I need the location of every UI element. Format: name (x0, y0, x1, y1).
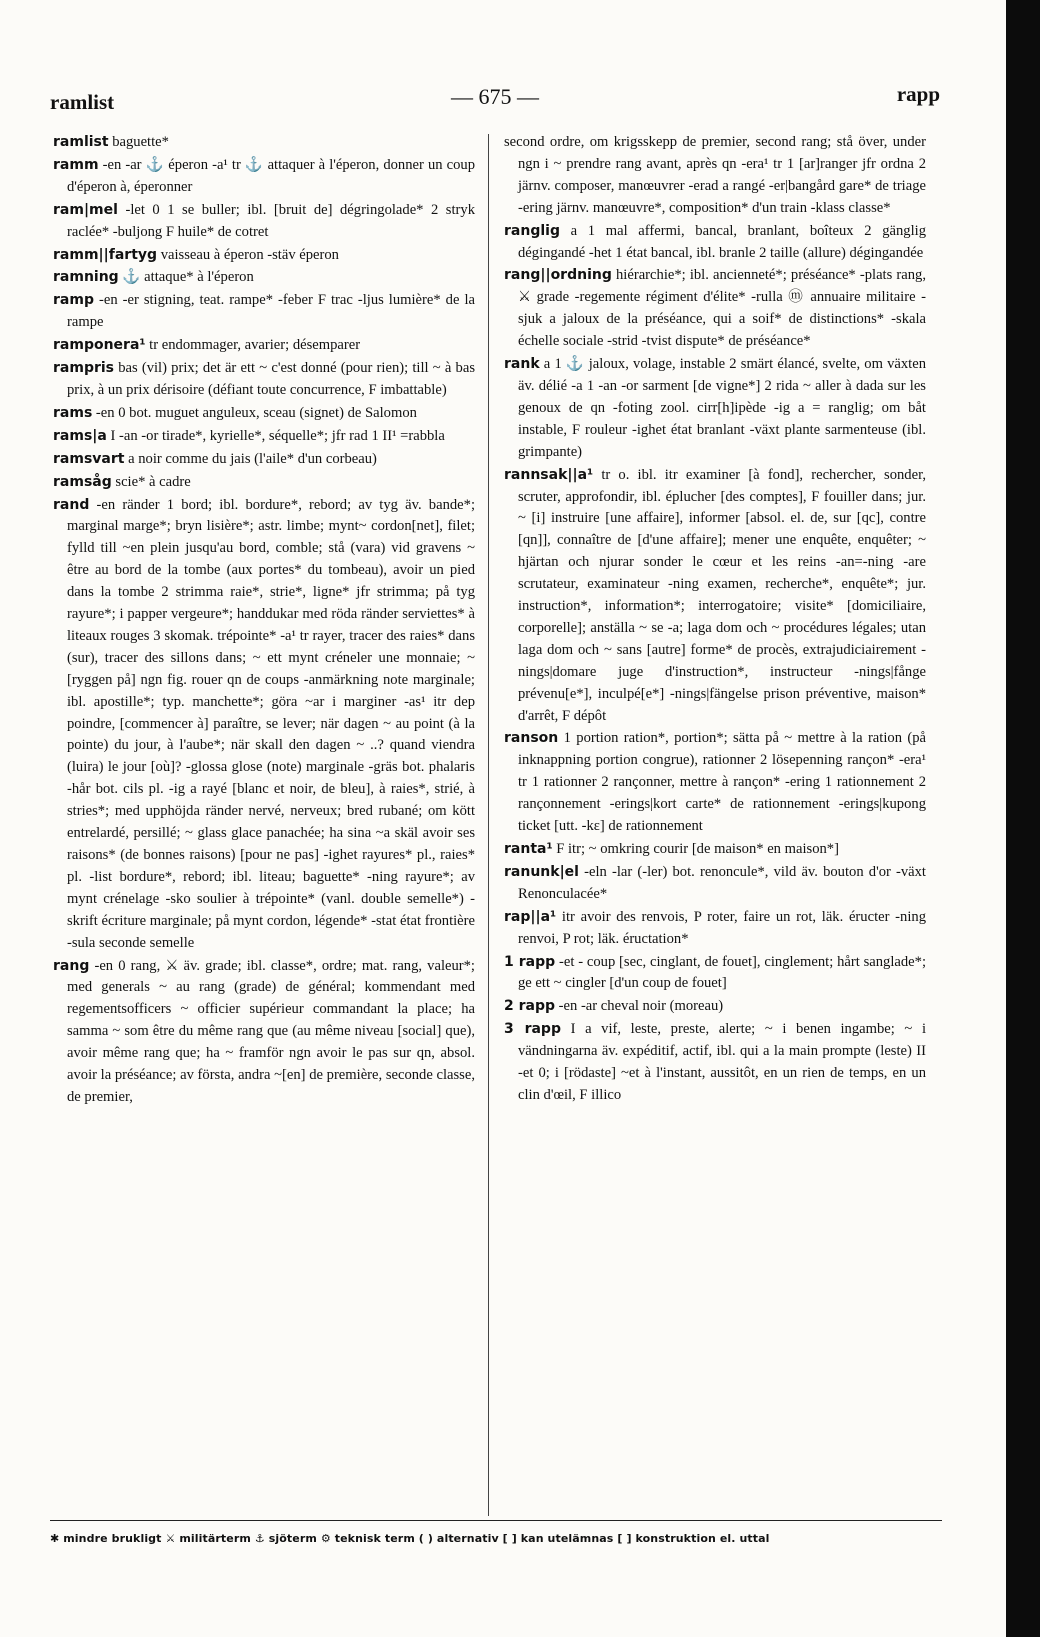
entry-headword: rap||a¹ (504, 908, 557, 925)
entry-definition: scie* à cadre (111, 473, 191, 490)
entry-headword: rampris (53, 360, 114, 377)
entry-definition: 1 portion ration*, portion*; sätta på ~ mettre à la ration (på inknappning portion congrue), rationner 2 lösepenning rançon* -era¹ tr 1 rationner 2 rançonner, mettre à rançon* -ering 1 rationnement 2 rançonnement -erings|kort carte* de rationnement -erings|kupong ticket [utt. -kɛ] de rationnement (518, 730, 926, 835)
entry-definition: tr endommager, avarier; désemparer (145, 337, 361, 354)
dictionary-entry (504, 839, 926, 861)
entry-headword: rang||ordning (504, 267, 612, 284)
dictionary-entry (53, 426, 475, 448)
entry-definition: -en 0 rang, ⚔ äv. grade; ibl. classe*, ordre; mat. rang, valeur*; med generals ~ au rang (grade) de général; kommendant med regementsofficers ~ officier supérieur commandant la place; ha samma ~ som être du même rang que (au même niveau [social] que), avoir même rang que; ha ~ framför ngn avoir le pas sur qn, absol. avoir la préséance; av första, andra ~[en] de première, seconde classe, de premier, (67, 957, 475, 1105)
dictionary-entry (504, 1019, 926, 1107)
entry-headword: ranunk|el (504, 863, 579, 880)
header-guide-word-right: rapp (896, 82, 940, 106)
entry-definition: -en -er stigning, teat. rampe* -feber F trac -ljus lumière* de la rampe (67, 292, 475, 331)
entry-headword: rams (53, 404, 93, 421)
entry-headword: ramm (53, 156, 99, 173)
dictionary-entry (53, 200, 475, 244)
dictionary-entry (504, 907, 926, 951)
entry-definition: baguette* (108, 134, 169, 150)
entry-definition: hiérarchie*; ibl. ancienneté*; préséance* -plats rang, ⚔ grade -regemente régiment d'élite* -rulla ⓜ annuaire militaire -sjuk a jaloux de la préséance, qui a soif* de distinctions* -skala échelle sociale -strid -tvist dispute* de préséance* (518, 267, 926, 350)
entry-headword: ramsvart (53, 450, 125, 467)
dictionary-entry (53, 403, 475, 425)
entry-headword: 3 rapp (504, 1021, 561, 1038)
header-guide-word-left: ramlist (50, 90, 115, 114)
entry-definition: a noir comme du jais (l'aile* d'un corbeau) (124, 450, 377, 467)
dictionary-entry (53, 449, 475, 471)
scan-border (1006, 0, 1040, 1637)
entry-headword: ranglig (504, 222, 560, 239)
dictionary-entry (53, 495, 475, 955)
entry-headword: rang (53, 957, 90, 974)
left-column (53, 132, 475, 1110)
dictionary-entry (504, 952, 926, 996)
dictionary-entry (504, 354, 926, 464)
entry-definition: I a vif, leste, preste, alerte; ~ i benen ingambe; ~ i vändningarna äv. expéditif, actif, ibl. qui a la main prompte (leste) II -et 0; i [rödaste] ~et à l'instant, aussitôt, en un rien de temps, en un clin d'œil, F illico (518, 1021, 926, 1103)
entry-headword: ramlist (53, 134, 109, 150)
right-column (504, 132, 926, 1108)
dictionary-entry (504, 862, 926, 906)
entry-headword: ramp (53, 292, 94, 309)
dictionary-entry (53, 956, 475, 1109)
dictionary-entry (53, 155, 475, 199)
entry-definition: -let 0 1 se buller; ibl. [bruit de] dégringolade* 2 stryk raclée* -buljong F huile* de cotret (67, 201, 475, 240)
entry-headword: ranta¹ (504, 841, 553, 857)
dictionary-entry (53, 290, 475, 334)
entry-headword: ram|mel (53, 201, 118, 218)
entry-headword: ramponera¹ (53, 337, 146, 354)
dictionary-entry (504, 996, 926, 1018)
entry-definition: -en 0 bot. muguet anguleux, sceau (signet) de Salomon (92, 404, 417, 421)
entry-definition: -en -ar cheval noir (moreau) (555, 998, 724, 1015)
entry-headword: ranson (504, 730, 559, 747)
dictionary-entry (504, 728, 926, 838)
dictionary-entry (53, 245, 475, 267)
dictionary-entry (504, 221, 926, 265)
page-number: — 675 — (451, 84, 539, 109)
entry-definition: ⚓ attaque* à l'éperon (118, 269, 254, 286)
footer-rule (50, 1520, 942, 1521)
entry-definition: a 1 mal affermi, bancal, branlant, boîteux 2 gänglig dégingandé -het 1 état bancal, ibl. branle 2 taille (allure) dégingandée (518, 222, 926, 261)
entry-definition: -et - coup [sec, cinglant, de fouet], cinglement; hårt sanglade*; ge ett ~ cingler [d'un coup de fouet] (518, 953, 926, 992)
entry-headword: 2 rapp (504, 998, 556, 1015)
entry-definition: -en ränder 1 bord; ibl. bordure*, rebord; av tyg äv. bande*; marginal marge*; bryn lisière*; astr. limbe; mynt~ cordon[net], filet; fylld till ~en plein jusqu'au bord, comble; stå (vara) vid gravens ~ être au bord de la tombe (aux portes* du tombeau), avoir un pied dans la tombe 2 strimma raie*, strie*, ligne* jfr strimma; på tyg rayure*; i papper vergeure*; handdukar med röda ränder serviettes* à liteaux rouges 3 skomak. trépointe* -a¹ tr rayer, tracer des raies* dans (sur), tracer des sillons dans; ~ ett mynt créneler une monnaie; ~ [ryggen på] ngn fig. rouer qn de coups -anmärkning note marginale; ibl. apostille*; typ. manchette*; göra ~ar i marginer -as¹ itr dep poindre, [commencer à] paraître, se lever; när dagen ~ au point (à la pointe) du jour, à l'aube*; när skall den dagen ~ ..? quand viendra (luira) le jour [où]? -glossa glose (note) marginale -gräs bot. phalaris -hår bot. cils pl. -ig a rayé [blanc et noir, de bleu], à raies*, strié, à stries*; med upphöjda ränder nervé, nerveux; bred rubané; om kött entrelardé, persillé; ~ glass glace panachée; ha sina ~a skäl avoir ses raisons* (de bonnes raisons) [pour ne pas] -ighet rayures* pl., raies* pl. -list bordure*, rebord; ibl. liteau; baguette* -ning rayure*; av mynt crénelage -sko soulier à trépointe* (vanl. double semelle*) -skrift écriture marginale; på mynt cordon, légende* -stat état frontière -sula seconde semelle (67, 496, 475, 951)
column-divider (488, 134, 489, 1516)
dictionary-entry (53, 267, 475, 289)
entry-definition: I -an -or tirade*, kyrielle*, séquelle*; jfr rad 1 II¹ =rabbla (106, 427, 445, 444)
entry-definition: second ordre, om krigsskepp de premier, second rang; stå över, under ngn i ~ prendre rang avant, après qn -era¹ tr 1 [ar]ranger jfr ordna 2 järnv. composer, manœuvrer -erad a rangé -er|bangård gare* de triage -ering järnv. manœuvre*, composition* d'un train -klass classe* (504, 134, 926, 216)
entry-headword: rannsak||a¹ (504, 466, 594, 483)
dictionary-entry (53, 335, 475, 357)
entry-headword: rank (504, 356, 540, 373)
dictionary-entry (504, 465, 926, 728)
dictionary-entry (504, 132, 926, 220)
dictionary-entry (53, 132, 475, 154)
entry-headword: rams|a (53, 427, 107, 444)
dictionary-entry (53, 472, 475, 494)
dictionary-entry (504, 265, 926, 353)
entry-definition: itr avoir des renvois, P roter, faire un rot, läk. éructer -ning renvoi, P rot; läk. éructation* (518, 908, 926, 947)
entry-headword: ramning (53, 269, 119, 286)
entry-headword: ramm||fartyg (53, 246, 158, 263)
entry-headword: rand (53, 496, 90, 513)
entry-definition: F itr; ~ omkring courir [de maison* en maison*] (552, 841, 839, 857)
dictionary-entry (53, 358, 475, 402)
entry-definition: -en -ar ⚓ éperon -a¹ tr ⚓ attaquer à l'éperon, donner un coup d'éperon à, éperonner (67, 156, 475, 195)
entry-definition: -eln -lar (-ler) bot. renoncule*, vild äv. bouton d'or -växt Renonculacée* (518, 863, 926, 902)
entry-headword: ramsåg (53, 473, 112, 490)
entry-headword: 1 rapp (504, 953, 556, 970)
entry-definition: a 1 ⚓ jaloux, volage, instable 2 smärt élancé, svelte, om växten äv. délié -a 1 -an -or sarment [de vigne*] 2 rida ~ aller à dada sur les genoux de qn -foting zool. cirr[h]ipède -ig a = ranglig; om båt instable, F rouleur -ighet état branlant -växt plante sarmenteuse (ibl. grimpante) (518, 356, 926, 460)
entry-definition: tr o. ibl. itr examiner [à fond], rechercher, sonder, scruter, approfondir, ibl. éplucher [des comptes], F fouiller dans; jur. ~ [i] instruire [une affaire], informer [absol. el. de, sur [qc], contre [qn]], connaître de [d'une affaire]; mener une enquête, enquêter; ~ hjärtan och njurar sonder le cœur et les reins -an=-ning -are scrutateur, examinateur -ning examen, recherche*, enquête*; jur. instruction*, information*; interrogatoire; visite* [domiciliaire, corporelle]; anställa ~ se -a; laga dom och ~ procédures légales; utan laga dom och ~ sans [autre] forme* de procès, extrajudiciairement -nings|domare juge d'instruction*, instructeur -nings|fånge prévenu[e*], inculpé[e*] -nings|fängelse prison préventive, maison* d'arrêt, F dépôt (518, 466, 926, 724)
page-header (50, 82, 940, 118)
entry-definition: bas (vil) prix; det är ett ~ c'est donné (pour rien); till ~ à bas prix, à un prix dérisoire (défiant toute concurrence, F imbattable) (67, 360, 475, 398)
entry-definition: vaisseau à éperon -stäv éperon (157, 246, 339, 263)
symbol-legend: ✱ mindre brukligt ⚔ militärterm ⚓ sjöterm ⚙ teknisk term ( ) alternativ [ ] kan utelämnas [ ] konstruktion el. uttal (50, 1532, 770, 1545)
